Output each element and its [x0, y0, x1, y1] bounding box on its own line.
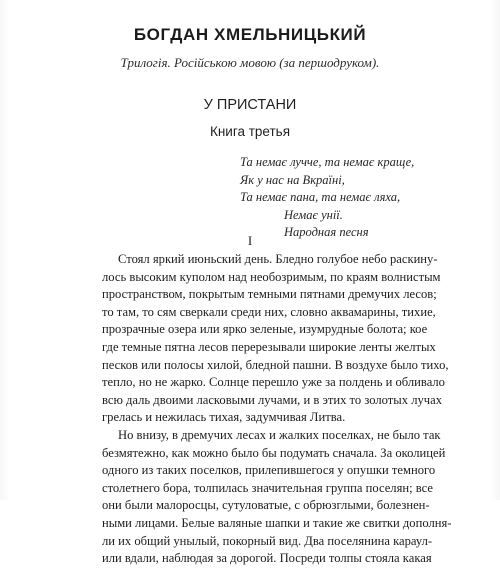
text-line: одного из таких поселков, прилепившегося у опушки темного: [102, 463, 436, 478]
book-title-heading: БОГДАН ХМЕЛЬНИЦЬКИЙ: [133, 25, 367, 44]
book-part-title: Книга третья: [209, 124, 291, 139]
chapter-number: I: [247, 233, 253, 248]
text-line: всю даль двоими ласковыми лучами, и в этих то золотых лучах: [102, 392, 442, 407]
text-line: безмятежно, как можно было бы подумать сначала. За околицей: [102, 445, 446, 460]
text-line: прозрачные озера или ярко зеленые, изумрудные болота; кое: [102, 322, 428, 337]
chapter-body: [102, 251, 452, 568]
section-title: У ПРИСТАНИ: [203, 97, 297, 113]
text-line: ли их общий унылый, покорный вид. Два поселянина караул-: [102, 533, 433, 548]
text-line: или вдали, наблюдая за дорогой. Посреди толпы стояла какая: [102, 551, 432, 566]
text-line: тепло, но не жарко. Солнце перешло уже за полдень и обливало: [102, 375, 445, 390]
text-line: они были малоросцы, сутуловатые, с обрюзглыми, болезнен-: [102, 498, 430, 513]
epigraph-line: Та немає пана, та немає ляха,: [240, 190, 401, 205]
epigraph-line: Як у нас на Вкраїні,: [240, 172, 345, 187]
epigraph-source: Народная песня: [284, 225, 369, 240]
text-line: пространством, покрытым темными пятнами дремучих лесов;: [102, 287, 437, 302]
epigraph-line: Немає унії.: [284, 207, 343, 222]
text-line: Стоял яркий июньский день. Бледно голубое небо раскину-: [118, 252, 438, 266]
epigraph: [240, 154, 420, 242]
text-line: Но внизу, в дремучих лесах и жалких поселках, не было так: [118, 427, 441, 442]
text-line: столетнего бора, толпилась значительная группа поселян; все: [102, 480, 433, 495]
text-line: лось высоким куполом над необозримым, по краям волнистым: [102, 269, 441, 284]
text-line: ными лицами. Белые валяные шапки и такие же свитки дополня-: [102, 515, 452, 530]
text-line: то там, то сям сверкали среди них, словно аквамарины, тихие,: [102, 304, 436, 319]
text-line: где темные пятна лесов перерезывали широкие ленты желтых: [102, 339, 436, 354]
book-subtitle: Трилогія. Російською мовою (за першодруком).: [120, 55, 380, 70]
epigraph-line: Та немає лучче, та немає краще,: [240, 155, 415, 169]
text-line: песков или полосы хилой, бледной пашни. В воздухе было тихо,: [102, 357, 449, 372]
text-line: грелась и нежилась тихая, задумчивая Литва.: [102, 410, 346, 425]
